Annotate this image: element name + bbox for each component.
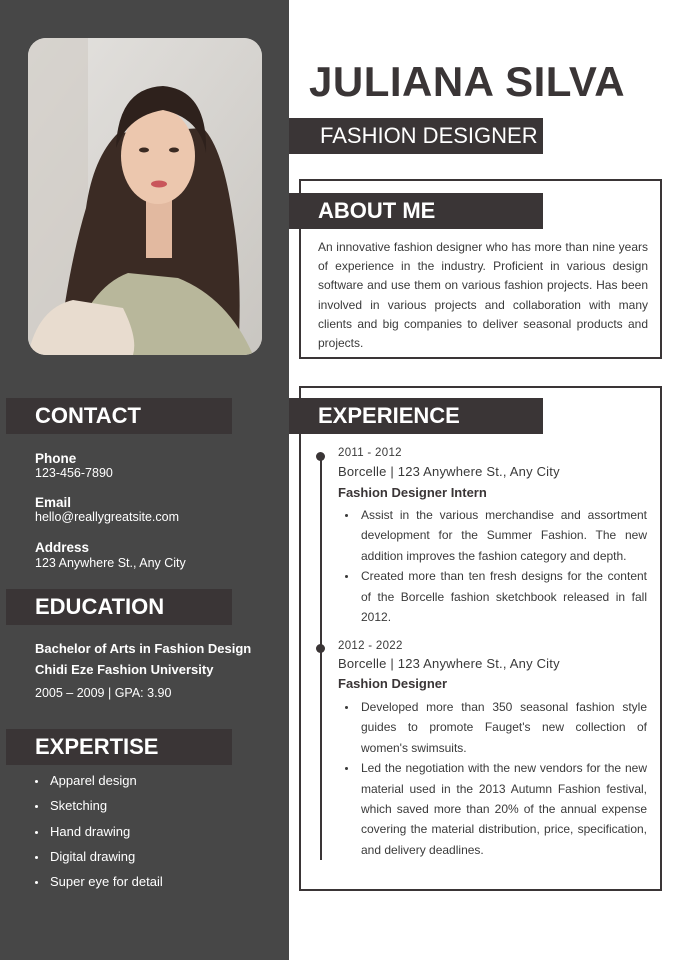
expertise-item: Apparel design: [35, 771, 163, 796]
expertise-heading: EXPERTISE: [6, 729, 232, 765]
timeline-dot: [316, 452, 325, 461]
job-dates: 2012 - 2022: [338, 640, 403, 652]
job-bullet: Led the negotiation with the new vendors for the new material used in the 2013 Autumn Fashion festival, which saved more than 20% of the annual expense covering the material distribution, price, specification, and delivery deadlines.: [343, 758, 647, 860]
job-company: Borcelle | 123 Anywhere St., Any City: [338, 464, 560, 479]
job-bullet: Created more than ten fresh designs for the content of the Borcelle fashion sketchbook released in fall 2012.: [343, 566, 647, 627]
about-text: An innovative fashion designer who has more than nine years of experience in the industry. Proficient in various design software and use them on various fashion projects. Has been involved in various projects and collaboration with many clients and big companies to deliver seasonal products and projects.: [318, 240, 648, 351]
candidate-name: JULIANA SILVA: [309, 58, 626, 105]
expertise-item: Sketching: [35, 796, 163, 821]
job-company: Borcelle | 123 Anywhere St., Any City: [338, 656, 560, 671]
email-label: Email: [35, 495, 72, 510]
job-bullets: [343, 505, 647, 627]
job-dates: 2011 - 2012: [338, 447, 402, 459]
job-bullet: Assist in the various merchandise and assortment development for the Summer Fashion. The new addition improves the fashion category and depth.: [343, 505, 647, 566]
school: Chidi Eze Fashion University: [35, 662, 214, 677]
expertise-item: Hand drawing: [35, 822, 163, 847]
job-title-banner: FASHION DESIGNER: [289, 118, 543, 154]
job-title: Fashion Designer Intern: [338, 485, 487, 500]
experience-heading: EXPERIENCE: [289, 398, 543, 434]
expertise-list: [35, 771, 163, 897]
phone-value: 123-456-7890: [35, 466, 113, 480]
job-bullets: [343, 697, 647, 860]
education-heading: EDUCATION: [6, 589, 232, 625]
phone-label: Phone: [35, 451, 77, 466]
expertise-item: Digital drawing: [35, 847, 163, 872]
timeline-line: [320, 456, 322, 860]
address-label: Address: [35, 540, 90, 555]
profile-photo: [28, 38, 262, 355]
job-bullet: Developed more than 350 seasonal fashion style guides to promote Fauget's new collection of women's swimsuits.: [343, 697, 647, 758]
address-value: 123 Anywhere St., Any City: [35, 556, 186, 570]
about-heading: ABOUT ME: [289, 193, 543, 229]
expertise-item: Super eye for detail: [35, 872, 163, 897]
education-details: 2005 – 2009 | GPA: 3.90: [35, 686, 172, 700]
contact-heading: CONTACT: [6, 398, 232, 434]
job-title: Fashion Designer: [338, 676, 448, 691]
degree: Bachelor of Arts in Fashion Design: [35, 641, 252, 656]
email-value: hello@reallygreatsite.com: [35, 510, 180, 524]
timeline-dot: [316, 644, 325, 653]
